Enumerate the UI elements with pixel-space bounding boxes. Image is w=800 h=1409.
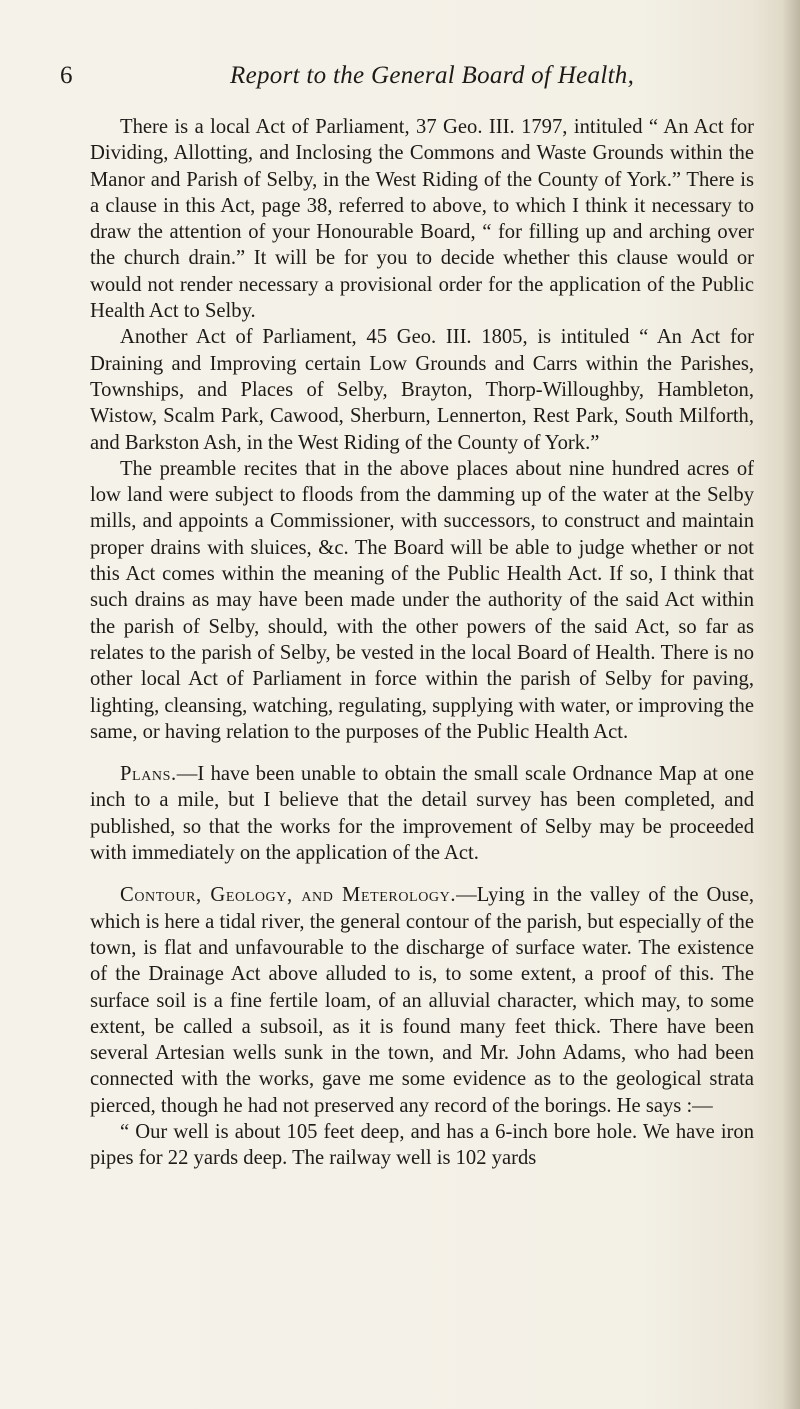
paragraph-contour-geology-text: —Lying in the valley of the Ouse, which is here a tidal river, the general contour of the parish, but especially of the town, is flat and unfavourable to the discharge of surface water. The existence of the Drainage Act above alluded to is, to some extent, a proof of this. The surface soil is a fine fertile loam, of an alluvial character, which may, to some extent, be called a subsoil, as it is found many feet thick. There have been several Artesian wells sunk in the town, and Mr. John Adams, who had been connected with the works, gave me some evidence as to the geological strata pierced, though he had not preserved any record of the borings. He says :— <box>90 884 754 1117</box>
body-text <box>90 114 754 1172</box>
page-edge-shadow <box>782 0 800 1409</box>
paragraph-contour-geology <box>90 882 754 1119</box>
page-header <box>60 62 740 92</box>
paragraph-local-act-1797: There is a local Act of Parliament, 37 Geo. III. 1797, intituled “ An Act for Dividing, Allotting, and Inclosing the Commons and Waste Grounds within the Manor and Parish of Selby, in the West Riding of the County of York.” There is a clause in this Act, page 38, referred to above, to which I think it necessary to draw the attention of your Honourable Board, “ for filling up and arching over the church drain.” It will be for you to decide whether this clause would or would not render necessary a provisional order for the application of the Public Health Act to Selby. <box>90 116 754 323</box>
page-number: 6 <box>60 62 73 89</box>
paragraph-plans-text: —I have been unable to obtain the small scale Ordnance Map at one inch to a mile, but I believe that the detail survey has been completed, and published, so that the works for the improvement of Selby may be proceeded with immediately on the application of the Act. <box>90 763 754 865</box>
running-head: Report to the General Board of Health, <box>230 62 635 89</box>
paragraph-plans <box>90 761 754 866</box>
section-heading-contour-geology: Contour, Geology, and Meterology. <box>120 884 457 907</box>
section-heading-plans: Plans. <box>120 763 177 786</box>
paragraph-local-act-1805: Another Act of Parliament, 45 Geo. III. 1805, is intituled “ An Act for Draining and Improving certain Low Grounds and Carrs within the Parishes, Townships, and Places of Selby, Brayton, Thorp-Willoughby, Hambleton, Wistow, Scalm Park, Cawood, Sherburn, Lennerton, Rest Park, South Milforth, and Barkston Ash, in the West Riding of the County of York.” <box>90 326 754 454</box>
paragraph-preamble: The preamble recites that in the above places about nine hundred acres of low land were subject to floods from the damming up of the water at the Selby mills, and appoints a Commissioner, with successors, to construct and maintain proper drains with sluices, &c. The Board will be able to judge whether or not this Act comes within the meaning of the Public Health Act. If so, I think that such drains as may have been made under the authority of the said Act within the parish of Selby, should, with the other powers of the said Act, so far as relates to the parish of Selby, be vested in the local Board of Health. There is no other local Act of Parliament in force within the parish of Selby for paving, lighting, cleansing, watching, regulating, supplying with water, or improving the same, or having relation to the purposes of the Public Health Act. <box>90 457 754 743</box>
paragraph-quotation: “ Our well is about 105 feet deep, and has a 6-inch bore hole. We have iron pipes for 22 yards deep. The railway well is 102 yards <box>90 1120 754 1170</box>
